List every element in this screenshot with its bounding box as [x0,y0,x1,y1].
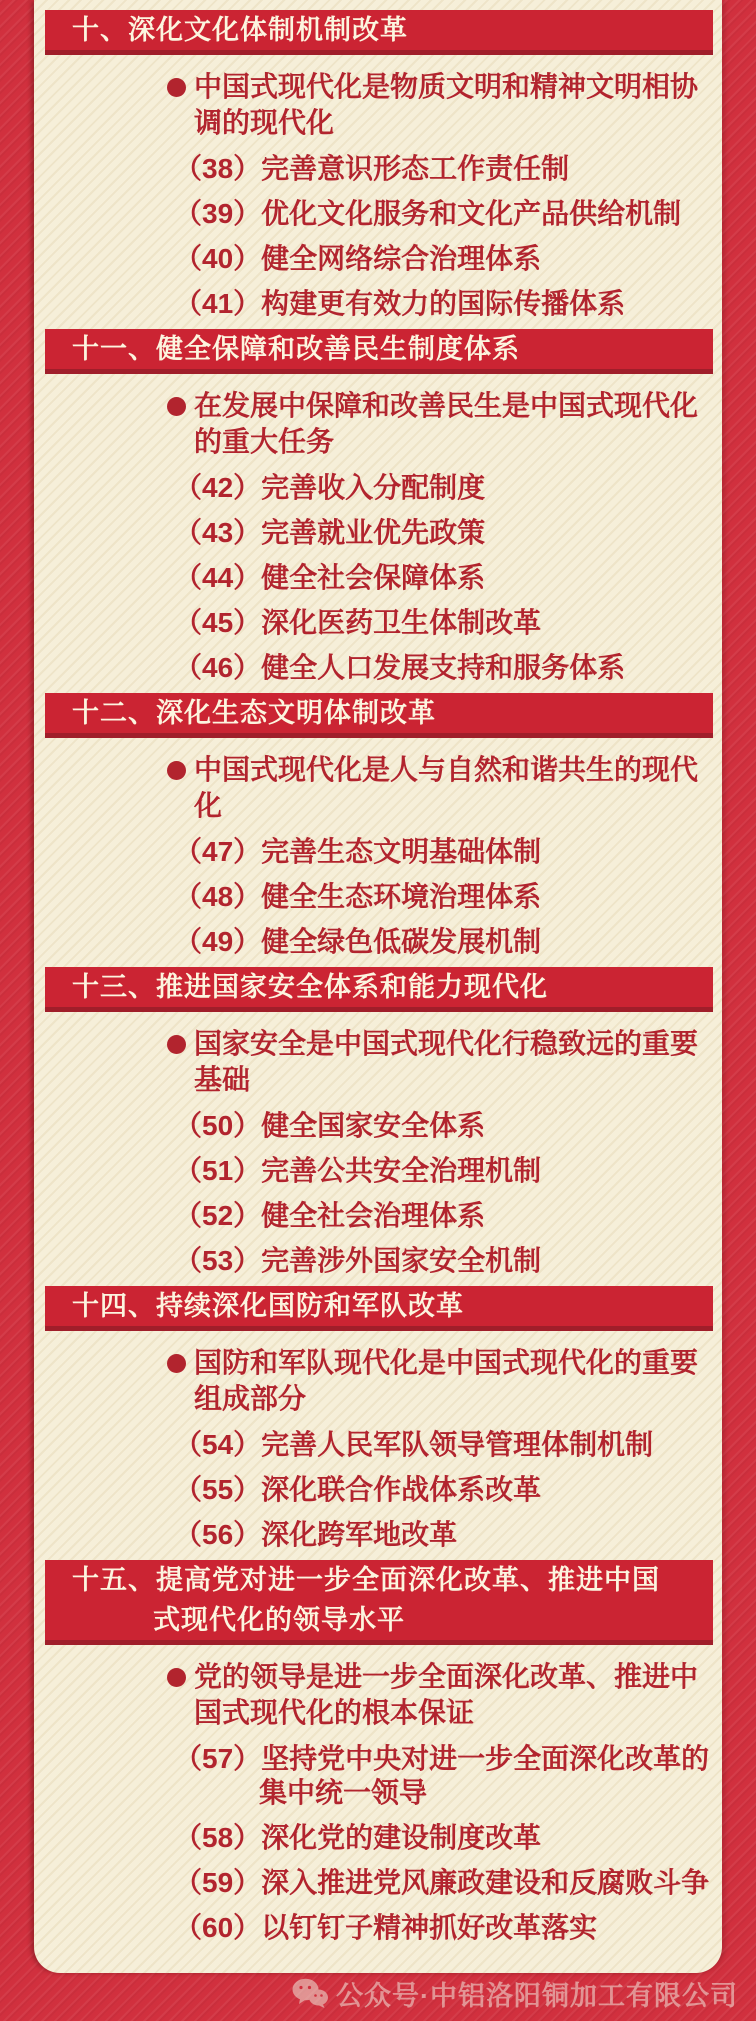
list-item-text: （38）完善意识形态工作责任制 [174,153,570,184]
section-bullet-paragraph [167,1026,722,1098]
bullet-paragraph-line: 组成部分 [194,1383,307,1414]
section-heading-text: 式现代化的领导水平 [153,1605,405,1635]
section-heading-bar-15 [45,1560,713,1645]
section-heading-text: 十三、推进国家安全体系和能力现代化 [72,972,548,1002]
bullet-paragraph-line: 的重大任务 [194,426,335,457]
list-item-57 [174,1742,722,1810]
list-item-text: 集中统一领导 [259,1777,428,1808]
list-item-text: （60）以钉钉子精神抓好改革落实 [174,1912,598,1943]
section-bullet-paragraph [167,69,722,141]
list-item-text: （51）完善公共安全治理机制 [174,1155,542,1186]
list-item-text: （56）深化跨军地改革 [174,1519,458,1550]
list-item-text: （52）健全社会治理体系 [174,1200,486,1231]
list-item-50 [174,1109,722,1143]
list-item-51 [174,1154,722,1188]
list-item-text: （58）深化党的建设制度改革 [174,1822,542,1853]
list-item-text: （48）健全生态环境治理体系 [174,881,542,912]
section-bullet-paragraph [167,1345,722,1417]
list-item-41 [174,287,722,321]
list-item-text: （46）健全人口发展支持和服务体系 [174,652,626,683]
bullet-dot-icon [167,1354,186,1373]
content-card [34,0,722,1973]
list-item-text: （42）完善收入分配制度 [174,472,486,503]
list-item-text: （53）完善涉外国家安全机制 [174,1245,542,1276]
list-item-56 [174,1518,722,1552]
section-heading-text: 十、深化文化体制机制改革 [72,15,408,45]
list-item-38 [174,152,722,186]
list-item-text: （59）深入推进党风廉政建设和反腐败斗争 [174,1867,710,1898]
list-item-58 [174,1821,722,1855]
list-item-52 [174,1199,722,1233]
list-item-text: （39）优化文化服务和文化产品供给机制 [174,198,682,229]
bullet-paragraph-line: 国防和军队现代化是中国式现代化的重要 [194,1347,699,1378]
list-item-text: （57）坚持党中央对进一步全面深化改革的 [174,1743,710,1774]
list-item-54 [174,1428,722,1462]
watermark-text: 公众号·中铝洛阳铜加工有限公司 [336,1980,738,2011]
list-item-48 [174,880,722,914]
list-item-text: （54）完善人民军队领导管理体制机制 [174,1429,654,1460]
list-item-53 [174,1244,722,1278]
list-item-39 [174,197,722,231]
bullet-dot-icon [167,397,186,416]
bullet-paragraph-line: 调的现代化 [194,107,335,138]
list-item-text: （44）健全社会保障体系 [174,562,486,593]
list-item-text: （41）构建更有效力的国际传播体系 [174,288,626,319]
bullet-paragraph-line: 中国式现代化是人与自然和谐共生的现代 [194,754,699,785]
list-item-44 [174,561,722,595]
section-bullet-paragraph [167,388,722,460]
list-item-49 [174,925,722,959]
bullet-paragraph-line: 在发展中保障和改善民生是中国式现代化 [194,390,699,421]
list-item-42 [174,471,722,505]
wechat-icon [292,1978,328,2008]
list-item-46 [174,651,722,685]
bullet-paragraph-line: 中国式现代化是物质文明和精神文明相协 [194,71,699,102]
list-item-text: （40）健全网络综合治理体系 [174,243,542,274]
section-bullet-paragraph [167,1659,722,1731]
section-heading-bar-12 [45,693,713,738]
section-bullet-paragraph [167,752,722,824]
list-item-text: （43）完善就业优先政策 [174,517,486,548]
list-item-text: （55）深化联合作战体系改革 [174,1474,542,1505]
bullet-paragraph-line: 国式现代化的根本保证 [194,1697,475,1728]
list-item-47 [174,835,722,869]
bullet-dot-icon [167,761,186,780]
section-heading-bar-10 [45,10,713,55]
section-heading-bar-11 [45,329,713,374]
bullet-paragraph-line: 国家安全是中国式现代化行稳致远的重要 [194,1028,699,1059]
section-heading-text: 十四、持续深化国防和军队改革 [72,1291,464,1321]
bullet-paragraph-line: 党的领导是进一步全面深化改革、推进中 [194,1661,699,1692]
bullet-paragraph-line: 化 [194,790,223,821]
list-item-text: （50）健全国家安全体系 [174,1110,486,1141]
list-item-45 [174,606,722,640]
bullet-dot-icon [167,1035,186,1054]
section-heading-bar-13 [45,967,713,1012]
list-item-text: （47）完善生态文明基础体制 [174,836,542,867]
bullet-dot-icon [167,1668,186,1687]
list-item-text: （45）深化医药卫生体制改革 [174,607,542,638]
section-heading-text: 十一、健全保障和改善民生制度体系 [72,334,520,364]
list-item-text: （49）健全绿色低碳发展机制 [174,926,542,957]
section-heading-bar-14 [45,1286,713,1331]
list-item-43 [174,516,722,550]
section-heading-text: 十五、提高党对进一步全面深化改革、推进中国 [72,1565,660,1595]
list-item-59 [174,1866,722,1900]
watermark [0,1976,756,2010]
bullet-dot-icon [167,78,186,97]
list-item-60 [174,1911,722,1945]
bullet-paragraph-line: 基础 [194,1064,251,1095]
list-item-40 [174,242,722,276]
list-item-55 [174,1473,722,1507]
section-heading-text: 十二、深化生态文明体制改革 [72,698,436,728]
